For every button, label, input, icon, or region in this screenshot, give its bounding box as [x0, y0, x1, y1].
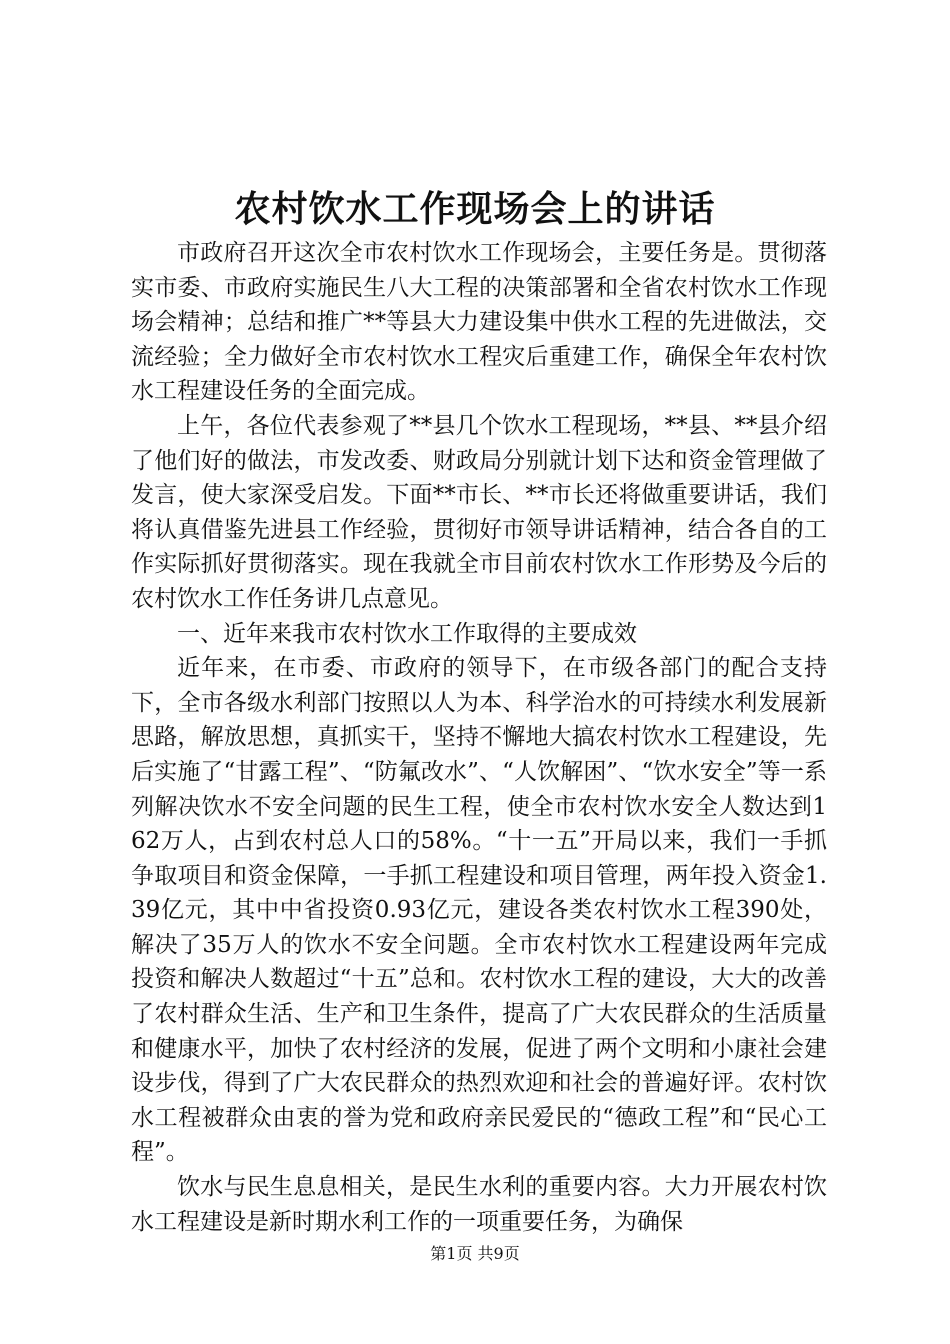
paragraph-intro: 市政府召开这次全市农村饮水工作现场会，主要任务是。贯彻落实市委、市政府实施民生八大工程的决策部署和全省农村饮水工作现场会精神；总结和推广**等县大力建设集中供水工程的先进做法，交流经验；全力做好全市农村饮水工程灾后重建工作，确保全年农村饮水工程建设任务的全面完成。: [131, 240, 827, 405]
paragraph-importance: 饮水与民生息息相关，是民生水利的重要内容。大力开展农村饮水工程建设是新时期水利工作的一项重要任务，为确保: [131, 1174, 827, 1235]
document-title: 农村饮水工作现场会上的讲话: [234, 188, 716, 230]
page-number-footer: 第1页 共9页: [430, 1244, 520, 1263]
document-body: [131, 236, 827, 1239]
paragraph-morning-visit: 上午，各位代表参观了**县几个饮水工程现场，**县、**县介绍了他们好的做法，市发改委、财政局分别就计划下达和资金管理做了发言，使大家深受启发。下面**市长、**市长还将做重要讲话，我们将认真借鉴先进县工作经验，贯彻好市领导讲话精神，结合各自的工作实际抓好贯彻落实。现在我就全市目前农村饮水工作形势及今后的农村饮水工作任务讲几点意见。: [131, 412, 827, 612]
section-heading-achievements: 一、近年来我市农村饮水工作取得的主要成效: [177, 620, 637, 647]
paragraph-achievements: 近年来，在市委、市政府的领导下，在市级各部门的配合支持下，全市各级水利部门按照以人为本、科学治水的可持续水利发展新思路，解放思想，真抓实干，坚持不懈地大搞农村饮水工程建设，先后实施了“甘露工程”、“防氟改水”、“人饮解困”、“饮水安全”等一系列解决饮水不安全问题的民生工程，使全市农村饮水安全人数达到162万人，占到农村总人口的58%。“十一五”开局以来，我们一手抓争取项目和资金保障，一手抓工程建设和项目管理，两年投入资金1.39亿元，其中中省投资0.93亿元，建设各类农村饮水工程390处，解决了35万人的饮水不安全问题。全市农村饮水工程建设两年完成投资和解决人数超过“十五”总和。农村饮水工程的建设，大大的改善了农村群众生活、生产和卫生条件，提高了广大农民群众的生活质量和健康水平，加快了农村经济的发展，促进了两个文明和小康社会建设步伐，得到了广大农民群众的热烈欢迎和社会的普遍好评。农村饮水工程被群众由衷的誉为党和政府亲民爱民的“德政工程”和“民心工程”。: [131, 655, 827, 1166]
